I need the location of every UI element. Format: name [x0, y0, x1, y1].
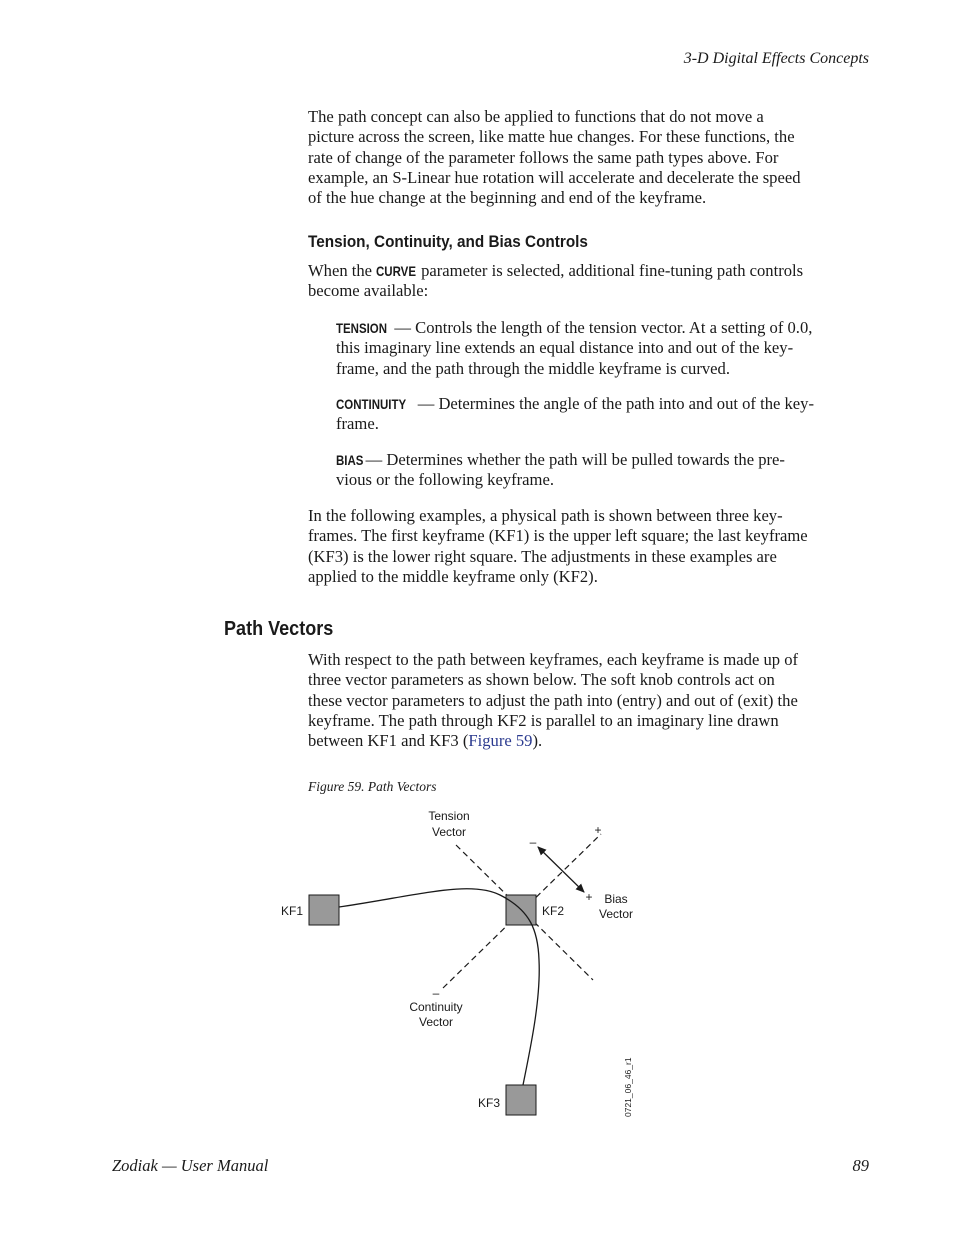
text-line: of the hue change at the beginning and end of the keyframe.	[308, 188, 707, 208]
kf1-box	[309, 895, 339, 925]
tension-plus: +	[594, 823, 602, 837]
kf1-label: KF1	[281, 904, 304, 918]
footer-page-number: 89	[852, 1156, 869, 1175]
footer-manual-title: Zodiak — User Manual	[112, 1156, 269, 1175]
text-line: applied to the middle keyframe only (KF2).	[308, 566, 598, 586]
text-run: — Determines the angle of the path into and out of the key-	[413, 394, 815, 413]
text-line: these vector parameters to adjust the path into (entry) and out of (exit) the	[308, 690, 798, 710]
kf2-label: KF2	[542, 904, 565, 918]
figure-caption: Figure 59. Path Vectors	[308, 779, 437, 794]
continuity-minus: –	[432, 986, 440, 1000]
text-run: between KF1 and KF3 (	[308, 731, 469, 751]
curve-keyword: CURVE	[376, 263, 417, 279]
text-line: this imaginary line extends an equal distance into and out of the key-	[336, 338, 794, 358]
text-line: example, an S-Linear hue rotation will accelerate and decelerate the speed	[308, 167, 801, 187]
bias-vector-arrow	[538, 847, 584, 892]
figure-id: 0721_06_46_r1	[623, 1057, 633, 1117]
path-vectors-heading: Path Vectors	[224, 617, 334, 640]
tension-label-1: Tension	[428, 809, 470, 823]
text-line: three vector parameters as shown below. The soft knob controls act on	[308, 670, 775, 690]
text-line: frame.	[336, 414, 379, 434]
tcb-heading: Tension, Continuity, and Bias Controls	[308, 232, 588, 251]
continuity-keyword: CONTINUITY	[336, 396, 407, 412]
text-line: With respect to the path between keyframes, each keyframe is made up of	[308, 650, 799, 669]
kf3-box	[506, 1085, 536, 1115]
figure-59-link[interactable]: Figure 59	[468, 731, 533, 751]
continuity-label-2: Vector	[418, 1015, 454, 1029]
text-line: picture across the screen, like matte hue changes. For these functions, the	[308, 127, 795, 147]
text-line: In the following examples, a physical path is shown between three key-	[308, 506, 783, 525]
text-line: rate of change of the parameter follows the same path types above. For	[308, 147, 779, 167]
tension-label-2: Vector	[431, 825, 467, 839]
text-line: frame, and the path through the middle keyframe is curved.	[336, 358, 730, 378]
bias-label-1: Bias	[604, 892, 628, 906]
text-line: keyframe. The path through KF2 is parallel to an imaginary line drawn	[308, 710, 779, 730]
tension-minus: –	[529, 835, 537, 849]
kf3-label: KF3	[478, 1096, 501, 1110]
text-run: parameter is selected, additional fine-tuning path controls	[416, 261, 804, 280]
text-run: — Determines whether the path will be pulled towards the pre-	[361, 450, 785, 469]
continuity-label-1: Continuity	[409, 1000, 463, 1014]
text-line: become available:	[308, 281, 429, 301]
tension-keyword: TENSION	[336, 320, 388, 336]
text-line: vious or the following keyframe.	[336, 470, 554, 490]
text-run: When the	[308, 261, 377, 280]
text-run: ).	[532, 731, 543, 751]
text-run: — Controls the length of the tension vector. At a setting of 0.0,	[390, 318, 813, 337]
running-header: 3-D Digital Effects Concepts	[683, 50, 869, 67]
text-line: frames. The first keyframe (KF1) is the upper left square; the last keyframe	[308, 526, 808, 546]
text-line: The path concept can also be applied to functions that do not move a	[308, 107, 764, 126]
bias-plus: +	[585, 890, 593, 904]
bias-label-2: Vector	[598, 907, 634, 921]
bias-keyword: BIAS	[336, 452, 364, 468]
text-line: (KF3) is the lower right square. The adjustments in these examples are	[308, 546, 777, 566]
